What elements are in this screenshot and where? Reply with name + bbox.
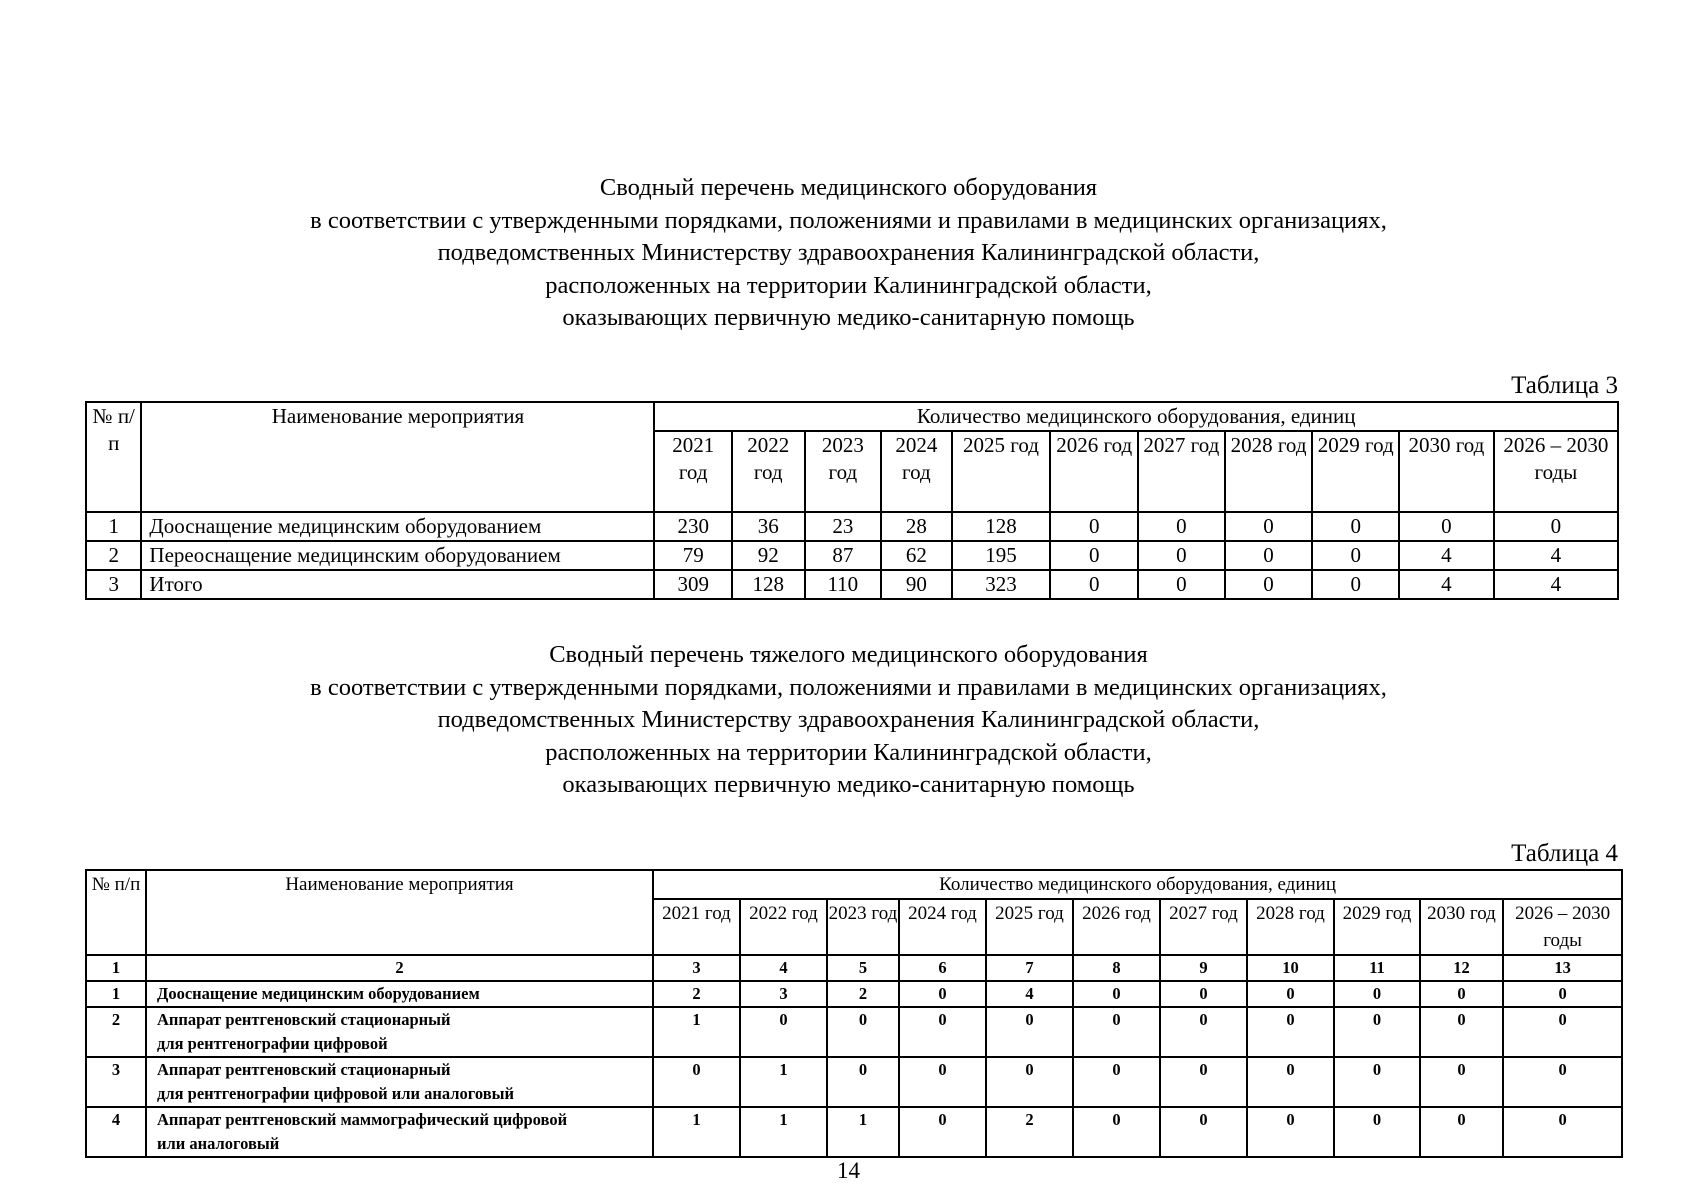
header-year: 2028 год xyxy=(1247,899,1334,955)
row-value: 0 xyxy=(1050,512,1138,541)
row-value: 4 xyxy=(1494,570,1618,599)
row-value: 0 xyxy=(899,1007,986,1057)
row-value: 0 xyxy=(1420,1107,1503,1157)
row-name xyxy=(146,981,653,1007)
row-value: 36 xyxy=(732,512,805,541)
table3 xyxy=(85,401,1619,600)
row-value: 4 xyxy=(1399,570,1494,599)
header-year: 2027 год xyxy=(1138,431,1225,512)
title-line: подведомственных Министерству здравоохранения Калининградской области, xyxy=(437,706,1260,733)
title-line: в соответствии с утвержденными порядками, положениями и правилами в медицинских организациях, xyxy=(310,673,1387,701)
row-name-line: Аппарат рентгеновский стационарный xyxy=(157,1060,451,1079)
row-name-line: для рентгенографии цифровой xyxy=(157,1034,388,1053)
header-year: 2030 год xyxy=(1420,899,1503,955)
table-row xyxy=(86,512,1618,541)
column-number: 4 xyxy=(740,955,827,981)
row-value: 0 xyxy=(1138,570,1225,599)
column-number: 11 xyxy=(1334,955,1420,981)
header-num: № п/п xyxy=(86,402,141,512)
row-value: 2 xyxy=(653,981,740,1007)
column-number: 10 xyxy=(1247,955,1334,981)
row-name: Итого xyxy=(141,570,654,599)
header-year: 2024 год xyxy=(881,431,952,512)
row-value: 0 xyxy=(1225,541,1313,570)
table-row xyxy=(86,541,1618,570)
row-name xyxy=(146,1057,653,1107)
row-value: 0 xyxy=(1247,981,1334,1007)
row-value: 1 xyxy=(653,1107,740,1157)
header-year: 2029 год xyxy=(1334,899,1420,955)
title-line: расположенных на территории Калининградской области, xyxy=(545,271,1152,299)
row-value: 0 xyxy=(899,1107,986,1157)
row-value: 90 xyxy=(881,570,952,599)
header-year: 2021 год xyxy=(654,431,732,512)
table-row xyxy=(86,981,1622,1007)
row-value: 62 xyxy=(881,541,952,570)
row-value: 0 xyxy=(1494,512,1618,541)
header-year: 2021 год xyxy=(653,899,740,955)
row-value: 0 xyxy=(1312,512,1399,541)
column-number: 9 xyxy=(1160,955,1247,981)
row-value: 0 xyxy=(1247,1107,1334,1157)
table3-label: Таблица 3 xyxy=(1511,372,1618,399)
row-num: 1 xyxy=(86,981,146,1007)
header-group: Количество медицинского оборудования, единиц xyxy=(654,402,1618,431)
header-year: 2026 – 2030 годы xyxy=(1494,431,1618,512)
title-line: подведомственных Министерству здравоохранения Калининградской области, xyxy=(437,239,1260,266)
row-value: 0 xyxy=(1073,1007,1160,1057)
row-value: 195 xyxy=(952,541,1051,570)
row-value: 0 xyxy=(1399,512,1494,541)
row-value: 0 xyxy=(1420,981,1503,1007)
row-value: 87 xyxy=(805,541,882,570)
header-year: 2026 – 2030 годы xyxy=(1503,899,1622,955)
row-value: 0 xyxy=(1334,981,1420,1007)
title-line: в соответствии с утвержденными порядками, положениями и правилами в медицинских организациях, xyxy=(310,206,1387,234)
row-value: 0 xyxy=(1138,512,1225,541)
row-value: 92 xyxy=(732,541,805,570)
row-value: 0 xyxy=(1312,541,1399,570)
row-value: 1 xyxy=(653,1007,740,1057)
row-value: 0 xyxy=(1050,570,1138,599)
table-row xyxy=(86,1007,1622,1057)
row-value: 0 xyxy=(1420,1007,1503,1057)
row-value: 28 xyxy=(881,512,952,541)
page-number: 14 xyxy=(837,1158,860,1183)
row-name-line: Дооснащение медицинским оборудованием xyxy=(157,984,480,1003)
row-value: 0 xyxy=(1334,1007,1420,1057)
table4-label: Таблица 4 xyxy=(1511,840,1618,867)
header-name: Наименование мероприятия xyxy=(141,402,654,512)
row-value: 110 xyxy=(805,570,882,599)
row-name-line: для рентгенографии цифровой или аналоговый xyxy=(157,1084,514,1103)
table-row xyxy=(86,1057,1622,1107)
row-value: 0 xyxy=(899,1057,986,1107)
row-value: 0 xyxy=(1334,1057,1420,1107)
column-number: 2 xyxy=(146,955,653,981)
row-value: 0 xyxy=(827,1057,899,1107)
row-value: 4 xyxy=(1399,541,1494,570)
row-value: 1 xyxy=(740,1057,827,1107)
row-value: 4 xyxy=(1494,541,1618,570)
row-value: 0 xyxy=(1503,1007,1622,1057)
row-value: 0 xyxy=(1247,1007,1334,1057)
title-line: Сводный перечень медицинского оборудования xyxy=(599,174,1098,201)
row-num: 2 xyxy=(86,1007,146,1057)
header-year: 2027 год xyxy=(1160,899,1247,955)
row-value: 0 xyxy=(1073,981,1160,1007)
row-value: 0 xyxy=(1503,1107,1622,1157)
row-value: 0 xyxy=(986,1007,1073,1057)
header-num: № п/п xyxy=(86,870,146,955)
row-value: 1 xyxy=(827,1107,899,1157)
row-value: 0 xyxy=(1160,1007,1247,1057)
row-value: 128 xyxy=(732,570,805,599)
title-line: оказывающих первичную медико-санитарную помощь xyxy=(562,304,1135,331)
table-row xyxy=(86,570,1618,599)
header-year: 2026 год xyxy=(1050,431,1138,512)
column-number: 3 xyxy=(653,955,740,981)
row-value: 2 xyxy=(986,1107,1073,1157)
row-value: 0 xyxy=(899,981,986,1007)
header-group: Количество медицинского оборудования, единиц xyxy=(653,870,1622,899)
title-line: Сводный перечень тяжелого медицинского оборудования xyxy=(549,641,1148,668)
header-year: 2024 год xyxy=(899,899,986,955)
row-num: 3 xyxy=(86,570,141,599)
header-year: 2029 год xyxy=(1312,431,1399,512)
row-value: 0 xyxy=(1503,981,1622,1007)
header-year: 2028 год xyxy=(1225,431,1313,512)
header-year: 2022 год xyxy=(732,431,805,512)
title-line: оказывающих первичную медико-санитарную помощь xyxy=(562,771,1135,798)
row-value: 128 xyxy=(952,512,1051,541)
row-num: 2 xyxy=(86,541,141,570)
header-year: 2026 год xyxy=(1073,899,1160,955)
header-year: 2023 год xyxy=(827,899,899,955)
column-number: 5 xyxy=(827,955,899,981)
row-name-line: или аналоговый xyxy=(157,1134,280,1153)
column-number: 1 xyxy=(86,955,146,981)
row-value: 1 xyxy=(740,1107,827,1157)
row-value: 0 xyxy=(1160,981,1247,1007)
row-name xyxy=(146,1007,653,1057)
row-value: 0 xyxy=(1503,1057,1622,1107)
header-year: 2030 год xyxy=(1399,431,1494,512)
table4-title xyxy=(0,639,1697,802)
row-value: 0 xyxy=(1073,1107,1160,1157)
table-row xyxy=(86,1107,1622,1157)
column-number: 13 xyxy=(1503,955,1622,981)
row-value: 230 xyxy=(654,512,732,541)
row-value: 0 xyxy=(1225,570,1313,599)
row-value: 0 xyxy=(1138,541,1225,570)
row-value: 0 xyxy=(1073,1057,1160,1107)
row-value: 4 xyxy=(986,981,1073,1007)
table3-title xyxy=(0,172,1697,335)
row-name: Дооснащение медицинским оборудованием xyxy=(141,512,654,541)
header-year: 2025 год xyxy=(986,899,1073,955)
row-value: 0 xyxy=(1225,512,1313,541)
row-num: 1 xyxy=(86,512,141,541)
row-value: 0 xyxy=(1334,1107,1420,1157)
row-value: 0 xyxy=(1050,541,1138,570)
row-value: 79 xyxy=(654,541,732,570)
row-name xyxy=(146,1107,653,1157)
row-value: 0 xyxy=(653,1057,740,1107)
row-value: 3 xyxy=(740,981,827,1007)
row-value: 323 xyxy=(952,570,1051,599)
row-value: 0 xyxy=(1247,1057,1334,1107)
row-name-line: Аппарат рентгеновский стационарный xyxy=(157,1010,451,1029)
row-value: 0 xyxy=(1160,1107,1247,1157)
row-num: 3 xyxy=(86,1057,146,1107)
header-name: Наименование мероприятия xyxy=(146,870,653,955)
header-year: 2023 год xyxy=(805,431,882,512)
row-value: 309 xyxy=(654,570,732,599)
row-name-line: Аппарат рентгеновский маммографический цифровой xyxy=(157,1110,568,1129)
header-year: 2022 год xyxy=(740,899,827,955)
row-value: 0 xyxy=(1420,1057,1503,1107)
row-value: 23 xyxy=(805,512,882,541)
title-line: расположенных на территории Калининградской области, xyxy=(545,738,1152,766)
row-value: 0 xyxy=(986,1057,1073,1107)
row-value: 0 xyxy=(1312,570,1399,599)
row-value: 0 xyxy=(740,1007,827,1057)
header-year: 2025 год xyxy=(952,431,1051,512)
row-value: 2 xyxy=(827,981,899,1007)
row-name: Переоснащение медицинским оборудованием xyxy=(141,541,654,570)
row-value: 0 xyxy=(827,1007,899,1057)
column-number: 7 xyxy=(986,955,1073,981)
table4 xyxy=(85,869,1623,1158)
column-number: 8 xyxy=(1073,955,1160,981)
column-number: 6 xyxy=(899,955,986,981)
row-num: 4 xyxy=(86,1107,146,1157)
column-number-row xyxy=(86,955,1622,981)
column-number: 12 xyxy=(1420,955,1503,981)
row-value: 0 xyxy=(1160,1057,1247,1107)
